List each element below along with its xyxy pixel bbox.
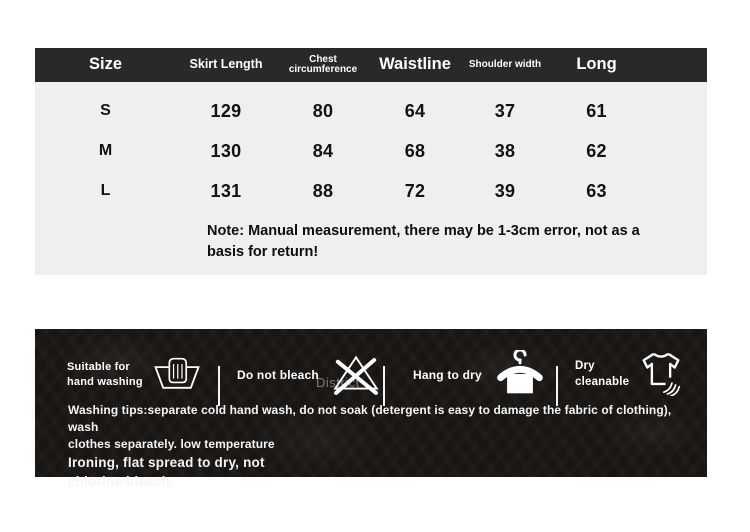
row-s-waistline: 64 [404, 100, 426, 121]
header-size: Size [88, 55, 123, 74]
header-skirt-length: Skirt Length [189, 57, 263, 72]
row-m-size: M [98, 142, 113, 159]
hang-to-dry-icon [496, 350, 544, 401]
washing-tips-line: Washing tips:separate cold hand wash, do not soak (detergent is easy to damage the fabric of clothing), wash [68, 403, 672, 434]
care-label-line: hand washing [67, 376, 143, 388]
care-divider [556, 366, 558, 406]
size-chart-header-row [35, 48, 707, 82]
row-m-shoulder: 38 [494, 140, 516, 161]
header-long: Long [576, 55, 617, 74]
care-label-hang-to-dry: Hang to dry [413, 367, 482, 382]
care-item-hand-washing [35, 343, 218, 407]
row-s-shoulder: 37 [494, 100, 516, 121]
care-icons-row [35, 343, 707, 407]
size-chart-body [35, 82, 707, 275]
care-item-dry-cleanable [556, 343, 707, 407]
row-l-waistline: 72 [404, 180, 426, 201]
row-m-chest: 84 [312, 140, 334, 161]
watermark-text: District [316, 375, 360, 390]
washing-tips-line: chlorine bleach. [68, 474, 174, 489]
hand-wash-icon [154, 351, 200, 399]
row-s-size: S [100, 102, 111, 119]
care-item-do-not-bleach [218, 343, 383, 407]
care-label-line: Dry [575, 360, 595, 373]
washing-tips [68, 402, 688, 491]
header-shoulder-width: Shoulder width [468, 58, 542, 70]
header-chest-circumference: Chest circumference [288, 53, 358, 75]
table-row-s [35, 91, 707, 131]
row-l-shoulder: 39 [494, 180, 516, 201]
row-m-skirt-length: 130 [210, 140, 242, 161]
row-s-long: 61 [586, 100, 607, 121]
washing-tips-line: clothes separately. low temperature [68, 437, 275, 451]
care-label-line: Suitable for [67, 361, 130, 374]
care-divider [383, 366, 385, 406]
care-label-do-not-bleach: Do not bleach [237, 367, 319, 382]
header-waistline: Waistline [379, 55, 451, 74]
care-label-hand-washing [67, 360, 143, 390]
care-label-line: cleanable [575, 376, 630, 388]
row-m-long: 62 [586, 140, 607, 161]
row-l-chest: 88 [312, 180, 334, 201]
row-l-size: L [100, 182, 111, 199]
row-s-skirt-length: 129 [210, 100, 242, 121]
washing-care-panel [35, 329, 707, 489]
dry-clean-icon [640, 350, 682, 401]
row-l-long: 63 [586, 180, 607, 201]
washing-tips-line: Ironing, flat spread to dry, not [68, 455, 265, 470]
row-m-waistline: 68 [404, 140, 426, 161]
table-row-m [35, 131, 707, 171]
row-l-skirt-length: 131 [210, 180, 242, 201]
row-s-chest: 80 [312, 100, 334, 121]
table-row-l [35, 171, 707, 211]
size-chart [35, 48, 707, 275]
care-item-hang-to-dry [383, 343, 556, 407]
measurement-note: Note: Manual measurement, there may be 1-3cm error, not as a basis for return! [207, 223, 640, 260]
care-label-dry-cleanable [575, 359, 629, 390]
